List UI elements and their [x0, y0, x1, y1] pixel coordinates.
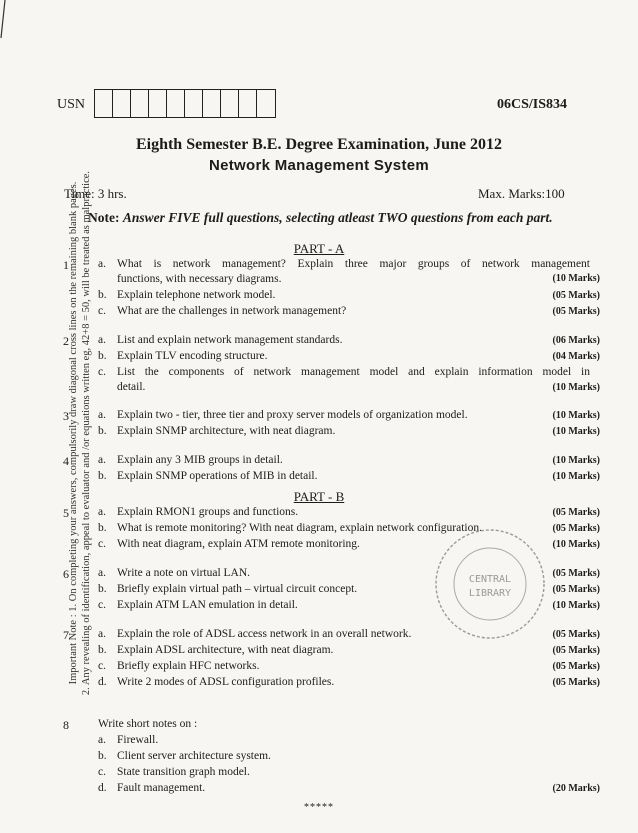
subquestion-label: c.	[98, 660, 106, 672]
marks: (10 Marks)	[552, 382, 600, 393]
question-text: Explain ADSL architecture, with neat diagram.	[117, 644, 334, 656]
subquestion-label: b.	[98, 350, 107, 362]
subquestion-label: c.	[98, 599, 106, 611]
usn-box	[239, 90, 257, 117]
usn-boxes	[94, 89, 276, 118]
time-duration: Time: 3 hrs.	[64, 186, 127, 201]
question-text: Explain SNMP operations of MIB in detail.	[117, 470, 318, 482]
question-text: Briefly explain virtual path – virtual circuit concept.	[117, 583, 358, 595]
subquestion-label: a.	[98, 506, 106, 518]
usn-box	[113, 90, 131, 117]
max-marks: Max. Marks:100	[478, 186, 565, 201]
side-note-line-2: 2. Any revealing of identification, appeal to evaluator and /or equations written eg, 42+8 = 50, will be treated as malpractice.	[81, 170, 92, 696]
subquestion-label: b.	[98, 644, 107, 656]
marks: (05 Marks)	[552, 629, 600, 640]
marks: (04 Marks)	[552, 351, 600, 362]
usn-box	[149, 90, 167, 117]
question-text: List the components of network management model and explain information model in	[117, 366, 590, 378]
marks: (20 Marks)	[552, 783, 600, 794]
question-text: Write a note on virtual LAN.	[117, 567, 251, 579]
question-intro: Write short notes on :	[98, 718, 198, 730]
question-text: Explain ATM LAN emulation in detail.	[117, 599, 298, 611]
note-label: Note:	[88, 210, 120, 225]
marks: (10 Marks)	[552, 273, 600, 284]
subquestion-label: a.	[98, 258, 106, 270]
usn-box	[221, 90, 239, 117]
usn-box	[203, 90, 221, 117]
question-number: 5	[63, 506, 69, 520]
subquestion-label: b.	[98, 425, 107, 437]
marks: (10 Marks)	[552, 426, 600, 437]
subquestion-label: d.	[98, 676, 107, 688]
question-number: 6	[63, 567, 69, 581]
corner-scan-mark	[0, 0, 6, 40]
marks: (05 Marks)	[552, 645, 600, 656]
marks: (10 Marks)	[552, 600, 600, 611]
question-number: 4	[63, 454, 69, 468]
part-a-heading: PART - A	[293, 241, 345, 256]
marks: (05 Marks)	[552, 290, 600, 301]
question-text: State transition graph model.	[117, 766, 250, 778]
usn-box	[131, 90, 149, 117]
marks: (05 Marks)	[552, 661, 600, 672]
side-note-line-1: Important Note : 1. On completing your answers, compulsorily draw diagonal cross lines on the remaining blank pages.	[68, 181, 79, 685]
question-number: 2	[63, 334, 69, 348]
subject-title: Network Management System	[208, 157, 430, 174]
marks: (05 Marks)	[552, 523, 600, 534]
subquestion-label: c.	[98, 538, 106, 550]
usn-label: USN	[57, 97, 86, 112]
usn-box	[95, 90, 113, 117]
subquestion-label: d.	[98, 782, 107, 794]
question-text: What is network management? Explain three major groups of network management	[117, 258, 590, 270]
side-important-note	[67, 33, 93, 833]
question-text: With neat diagram, explain ATM remote monitoring.	[117, 538, 360, 550]
question-text: Explain TLV encoding structure.	[117, 350, 268, 362]
question-number: 1	[63, 258, 69, 272]
question-text: Explain telephone network model.	[117, 289, 276, 301]
library-stamp	[430, 524, 550, 644]
question-text: What are the challenges in network management?	[117, 305, 347, 317]
instruction-note	[88, 210, 553, 226]
subquestion-label: b.	[98, 583, 107, 595]
question-text: Write 2 modes of ADSL configuration profiles.	[117, 676, 335, 688]
subquestion-label: a.	[98, 734, 106, 746]
stamp-line-2: LIBRARY	[468, 588, 512, 599]
marks: (05 Marks)	[552, 568, 600, 579]
question-text: Explain the role of ADSL access network in an overall network.	[117, 628, 412, 640]
usn-box	[167, 90, 185, 117]
subquestion-label: b.	[98, 750, 107, 762]
question-number: 3	[63, 409, 69, 423]
marks: (10 Marks)	[552, 410, 600, 421]
marks: (10 Marks)	[552, 539, 600, 550]
question-text: List and explain network management standards.	[117, 334, 343, 346]
usn-box	[257, 90, 275, 117]
subquestion-label: c.	[98, 366, 106, 378]
part-b-heading: PART - B	[293, 489, 345, 504]
subquestion-label: c.	[98, 305, 106, 317]
subquestion-label: b.	[98, 470, 107, 482]
question-text: What is remote monitoring? With neat diagram, explain network configuration.	[117, 522, 482, 534]
question-number: 7	[63, 628, 69, 642]
question-text: Fault management.	[117, 782, 206, 794]
usn-box	[185, 90, 203, 117]
note-text: Answer FIVE full questions, selecting atleast TWO questions from each part.	[122, 210, 553, 225]
question-text: Explain SNMP architecture, with neat diagram.	[117, 425, 336, 437]
subquestion-label: c.	[98, 766, 106, 778]
subquestion-label: b.	[98, 522, 107, 534]
marks: (05 Marks)	[552, 306, 600, 317]
question-text: Explain any 3 MIB groups in detail.	[117, 454, 283, 466]
question-text-cont: detail.	[117, 381, 146, 393]
subquestion-label: a.	[98, 454, 106, 466]
marks: (05 Marks)	[552, 677, 600, 688]
subquestion-label: a.	[98, 409, 106, 421]
subquestion-label: a.	[98, 628, 106, 640]
question-text: Explain two - tier, three tier and proxy server models of organization model.	[117, 409, 468, 421]
subquestion-label: a.	[98, 567, 106, 579]
marks: (10 Marks)	[552, 471, 600, 482]
subquestion-label: a.	[98, 334, 106, 346]
exam-title: Eighth Semester B.E. Degree Examination, June 2012	[135, 136, 503, 153]
footer-stars: *****	[304, 802, 334, 813]
marks: (05 Marks)	[552, 507, 600, 518]
question-number: 8	[63, 718, 69, 732]
question-text: Firewall.	[117, 734, 159, 746]
question-text: Explain RMON1 groups and functions.	[117, 506, 299, 518]
marks: (05 Marks)	[552, 584, 600, 595]
stamp-line-1: CENTRAL	[468, 574, 512, 585]
question-text-cont: functions, with necessary diagrams.	[117, 273, 282, 285]
marks: (06 Marks)	[552, 335, 600, 346]
course-code: 06CS/IS834	[497, 97, 568, 112]
question-text: Client server architecture system.	[117, 750, 271, 762]
marks: (10 Marks)	[552, 455, 600, 466]
question-text: Briefly explain HFC networks.	[117, 660, 260, 672]
subquestion-label: b.	[98, 289, 107, 301]
